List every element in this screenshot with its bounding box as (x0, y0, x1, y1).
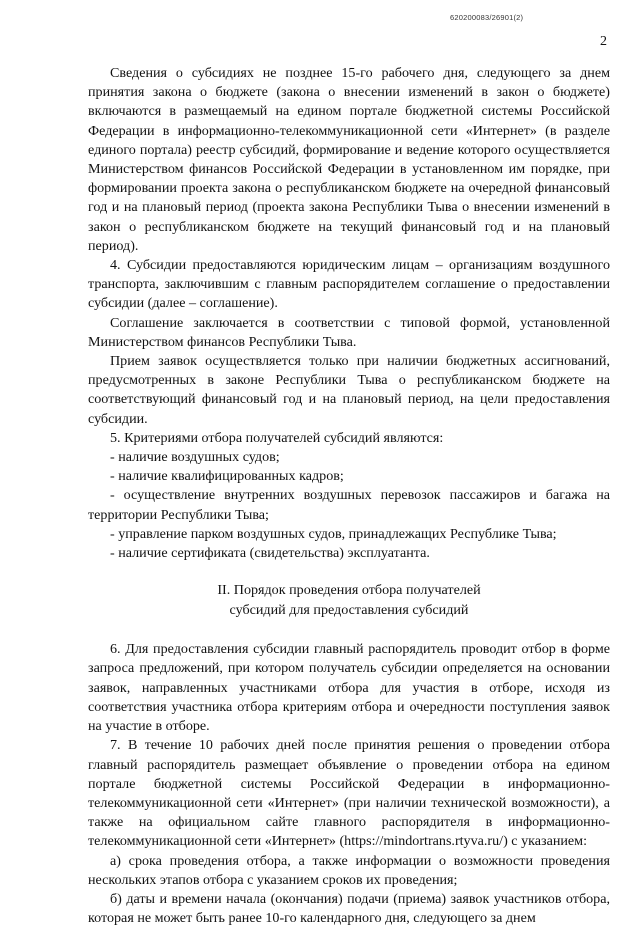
paragraph-7: 7. В течение 10 рабочих дней после принятия решения о проведении отбора главный распорядитель размещает объявление о проведении отбора на едином портале бюджетной системы Российской Федерации в информационно-телекоммуникационной сети «Интернет» (при наличии технической возможности), а также на официальном сайте главного распорядителя в информационно-телекоммуникационной сети «Интернет» (https://mindortrans.rtyva.ru/) с указанием: (88, 737, 610, 850)
section-heading-line: субсидий для предоставления субсидий (229, 601, 469, 618)
criteria-item: - наличие сертификата (свидетельства) эксплуатанта. (110, 545, 430, 562)
paragraph-4: 4. Субсидии предоставляются юридическим лицам – организациям воздушного транспорта, заключившим с главным распорядителем соглашение о предоставлении субсидии (далее – соглашение). (88, 257, 610, 312)
subitem-a: а) срока проведения отбора, а также информации о возможности проведения нескольких этапов отбора с указанием сроков их проведения; (88, 852, 610, 888)
criteria-item: - управление парком воздушных судов, принадлежащих Республике Тыва; (110, 525, 557, 542)
paragraph-5: 5. Критериями отбора получателей субсидий являются: (110, 429, 444, 446)
paragraph-agreement: Соглашение заключается в соответствии с типовой формой, установленной Министерством финансов Республики Тыва. (88, 314, 610, 350)
section-heading-line: II. Порядок проведения отбора получателей (217, 582, 481, 599)
criteria-item: - осуществление внутренних воздушных перевозок пассажиров и багажа на территории Республики Тыва; (88, 487, 610, 523)
page-number: 2 (600, 34, 607, 49)
paragraph-applications: Прием заявок осуществляется только при наличии бюджетных ассигнований, предусмотренных в законе Республики Тыва о республиканском бюджете на соответствующий финансовый год и на плановый период, на цели предоставления субсидии. (88, 353, 610, 427)
subitem-b: б) даты и времени начала (окончания) подачи (приема) заявок участников отбора, которая не может быть ранее 10-го календарного дня, следующего за днем (88, 890, 610, 927)
paragraph-6: 6. Для предоставления субсидии главный распорядитель проводит отбор в форме запроса предложений, при котором получатель субсидии определяется на основании заявок, направленных участниками отбора для участия в отборе, исходя из соответствия участника отбора критериям отбора и очередности поступления заявок на участие в отборе. (88, 641, 610, 735)
criteria-item: - наличие воздушных судов; (110, 449, 280, 466)
paragraph-subsidy-info: Сведения о субсидиях не позднее 15-го рабочего дня, следующего за днем принятия закона о бюджете (закона о внесении изменений в закон о бюджете) включаются в размещаемый на едином портале бюджетной системы Российской Федерации в информационно-телекоммуникационной сети «Интернет» (в разделе единого портала) реестр субсидий, формирование и ведение которого осуществляется Министерством финансов Российской Федерации в установленном им порядке, при формировании проекта закона о республиканском бюджете на очередной финансовый год и на плановый период (проекта закона Республики Тыва о внесении изменений в закон о республиканском бюджете на текущий финансовый год и на плановый период). (88, 65, 610, 254)
section-heading (88, 581, 610, 620)
document-body (88, 64, 610, 928)
criteria-item: - наличие квалифицированных кадров; (110, 468, 344, 485)
document-id: 620200083/26901(2) (450, 13, 524, 22)
